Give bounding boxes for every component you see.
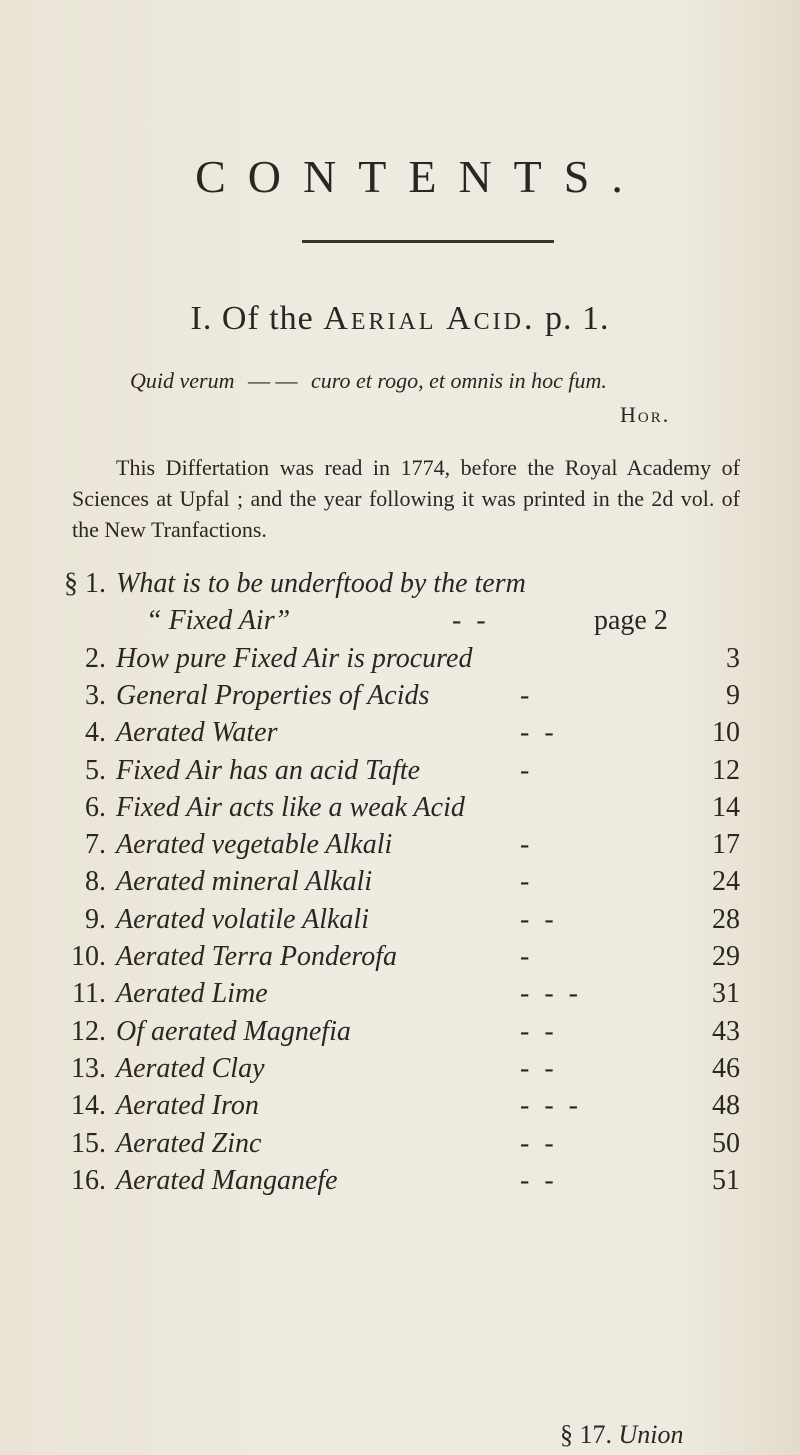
toc-row (0, 1090, 800, 1130)
toc-entry-title: What is to be underftood by the term (116, 568, 526, 599)
toc-entry-number: 13. (71, 1052, 106, 1084)
toc-entry-leader: - - (452, 605, 490, 637)
toc-entry-page: 3 (726, 642, 740, 674)
toc-entry-leader: - - (520, 1015, 558, 1047)
epigraph-part1: Quid verum (130, 368, 235, 393)
toc-entry-number: 6. (85, 791, 106, 823)
toc-entry-number: 8. (85, 866, 106, 898)
toc-entry-page: 12 (712, 754, 740, 786)
toc-entry-leader: - - (520, 1164, 558, 1196)
toc-row (0, 680, 800, 720)
section-page: p. 1. (544, 300, 610, 337)
catchword: Union (618, 1420, 684, 1449)
epigraph-source: Hor. (620, 402, 671, 427)
toc-entry-title: Aerated Manganefe (116, 1164, 338, 1196)
toc-entry-title: Aerated Lime (116, 978, 268, 1010)
toc-row (0, 755, 800, 795)
toc-entry-number: 11. (72, 978, 106, 1010)
toc-entry-number: 2. (85, 642, 106, 674)
footer-section: § 17. (560, 1420, 612, 1449)
toc-entry-title: Aerated Terra Ponderofa (116, 941, 398, 972)
dissertation-note: This Differtation was read in 1774, before the Royal Academy of Sciences at Upfal ; and the year following it was printed in the 2d vol. of the New Tranfactions. (72, 455, 740, 542)
toc-entry-title: Aerated vegetable Alkali (116, 829, 393, 861)
toc-entry-number: 9. (85, 903, 106, 935)
toc-entry-leader: - (520, 866, 534, 898)
toc-entry-page: 50 (712, 1127, 740, 1159)
toc-entry-leader: - - (520, 717, 558, 749)
toc-row (0, 904, 800, 944)
toc-entry-page: 29 (712, 941, 740, 972)
toc-entry-leader: - - - (520, 978, 582, 1010)
toc-row (0, 568, 800, 608)
toc-entry-leader: - (520, 829, 534, 861)
toc-entry-page: 31 (712, 978, 740, 1010)
toc-entry-title: General Properties of Acids (116, 679, 430, 711)
toc-entry-page: page 2 (594, 605, 668, 637)
toc-entry-leader: - - (520, 903, 558, 935)
toc-entry-number: 3. (85, 679, 106, 711)
toc-entry-page: 46 (712, 1052, 740, 1084)
toc-row (0, 829, 800, 869)
epigraph-dashes: — — (247, 368, 298, 393)
toc-row (0, 941, 800, 981)
toc-entry-title: “ Fixed Air” (146, 605, 291, 637)
toc-entry-page: 24 (712, 866, 740, 898)
section-title-prefix: Of the (221, 300, 314, 337)
epigraph-part2: curo et rogo, et omnis in hoc fum. (310, 368, 607, 393)
toc-row (0, 792, 800, 832)
toc-entry-leader: - - - (520, 1090, 582, 1122)
toc-row (0, 717, 800, 757)
toc-entry-number: 16. (71, 1164, 106, 1196)
section-title-main: Aerial Acid. (323, 300, 536, 337)
toc-entry-title: Aerated Clay (116, 1052, 265, 1084)
toc-row (0, 1016, 800, 1056)
toc-row (0, 866, 800, 906)
toc-entry-title: Fixed Air has an acid Tafte (116, 754, 421, 786)
toc-entry-number: § 1. (64, 568, 106, 599)
toc-row (0, 1128, 800, 1168)
toc-entry-title: Fixed Air acts like a weak Acid (116, 791, 465, 823)
toc-entry-number: 7. (85, 829, 106, 861)
toc-entry-leader: - - (520, 1052, 558, 1084)
toc-row (0, 978, 800, 1018)
toc-entry-title: Aerated mineral Alkali (116, 866, 373, 898)
toc-entry-leader: - (520, 754, 534, 786)
toc-entry-number: 14. (71, 1090, 106, 1122)
section-number: I. (190, 300, 213, 337)
toc-entry-page: 51 (712, 1164, 740, 1196)
toc-entry-leader: - (520, 941, 534, 972)
toc-entry-title: Aerated Water (116, 717, 278, 749)
toc-entry-number: 10. (71, 941, 106, 972)
toc-entry-number: 15. (71, 1127, 106, 1159)
toc-entry-leader: - - (520, 1127, 558, 1159)
toc-entry-page: 17 (712, 829, 740, 861)
toc-entry-title: Aerated Iron (116, 1090, 259, 1122)
toc-entry-title: Of aerated Magnefia (116, 1015, 351, 1047)
toc-row (0, 1053, 800, 1093)
toc-entry-page: 43 (712, 1015, 740, 1047)
toc-entry-title: Aerated volatile Alkali (116, 903, 369, 935)
toc-entry-page: 9 (726, 679, 740, 711)
toc-entry-page: 14 (712, 791, 740, 823)
toc-row (0, 1165, 800, 1205)
toc-entry-page: 28 (712, 903, 740, 935)
toc-entry-title: How pure Fixed Air is procured (116, 642, 473, 674)
toc-entry-number: 4. (85, 717, 106, 749)
toc-entry-number: 5. (85, 754, 106, 786)
toc-entry-number: 12. (71, 1015, 106, 1047)
toc-row (0, 643, 800, 683)
toc-row (0, 605, 800, 645)
toc-entry-page: 10 (712, 717, 740, 749)
toc-entry-title: Aerated Zinc (116, 1127, 262, 1159)
toc-entry-page: 48 (712, 1090, 740, 1122)
contents-heading: CONTENTS. (195, 151, 645, 202)
page-footer (560, 1420, 684, 1450)
toc-entry-leader: - (520, 679, 534, 711)
